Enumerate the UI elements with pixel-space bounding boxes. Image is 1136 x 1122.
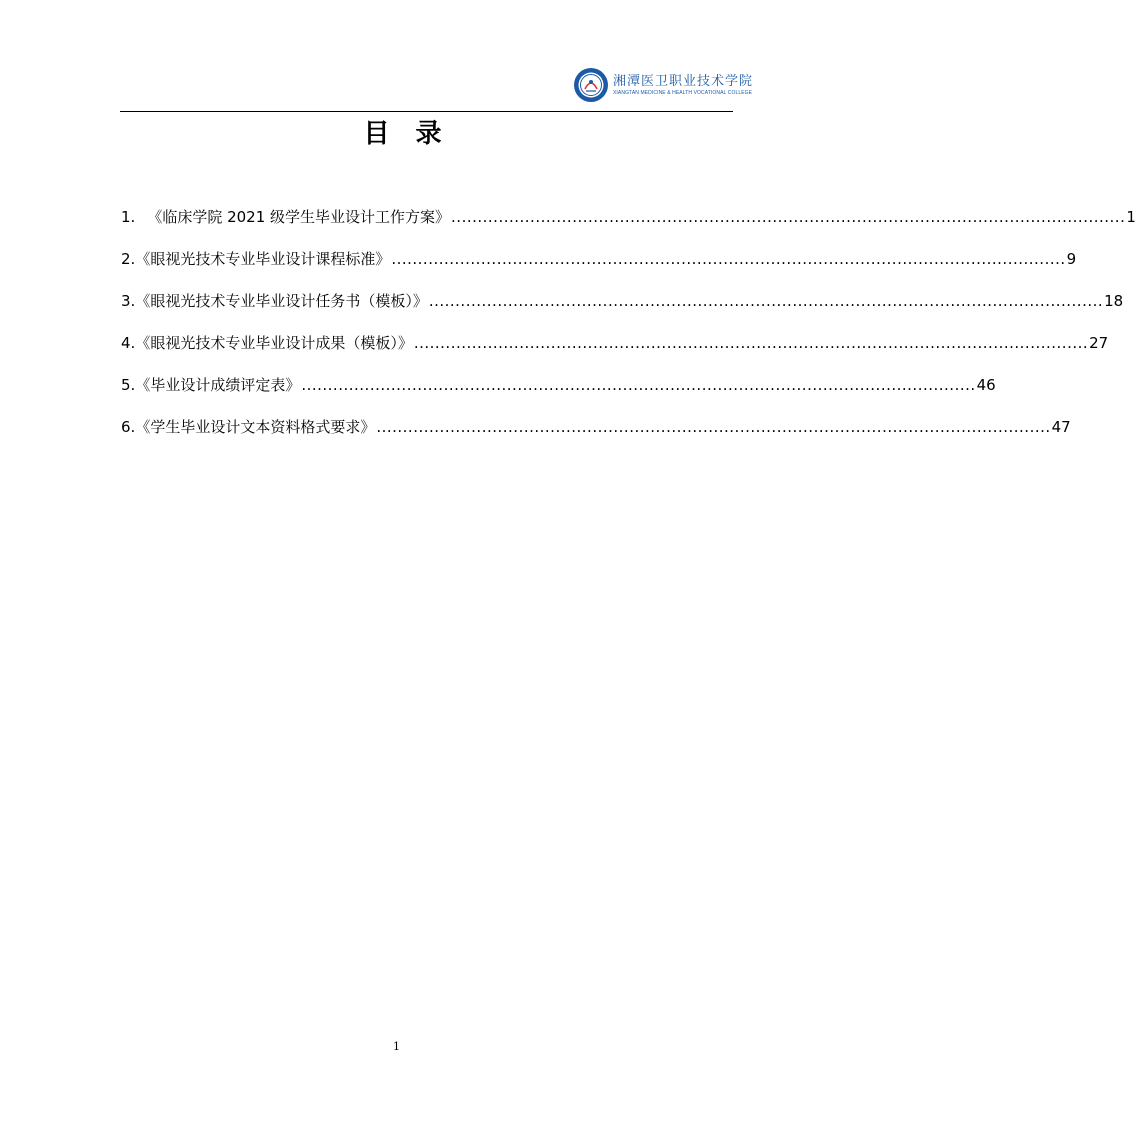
toc-entry-page: 46 [976, 376, 996, 394]
toc-entry-page: 9 [1066, 250, 1077, 268]
toc-entry[interactable] [121, 373, 996, 397]
toc-entry[interactable] [121, 247, 1077, 271]
toc-entry-page: 18 [1104, 292, 1124, 310]
toc-entry-num: 2. [121, 250, 136, 268]
page-number: 1 [393, 1040, 400, 1053]
toc-entry-page: 47 [1051, 418, 1071, 436]
toc-leader-dots: ................................................................................................................................ [428, 292, 1104, 310]
toc-entry-num: 5. [121, 376, 136, 394]
toc-leader-dots: ................................................................................................................................ [376, 418, 1051, 436]
toc-leader-dots: ................................................................................................................................ [301, 376, 976, 394]
college-seal-icon [573, 67, 609, 103]
toc-entry-text: 《学生毕业设计文本资料格式要求》 [135, 418, 376, 436]
toc-leader-dots: ................................................................................................................................ [391, 250, 1066, 268]
college-logo [573, 66, 754, 104]
toc-entry[interactable] [121, 415, 1071, 439]
college-name-en: XIANGTAN MEDICINE & HEALTH VOCATIONAL COLLEGE [613, 89, 753, 96]
toc-entry[interactable] [121, 289, 1124, 313]
toc-leader-dots: ................................................................................................................................ [451, 208, 1126, 226]
toc-entry-page: 27 [1089, 334, 1109, 352]
toc-entry-num: 1. [121, 208, 136, 226]
toc-entry-text: 《眼视光技术专业毕业设计课程标准》 [135, 250, 391, 268]
toc-entry-text: 《临床学院 2021 级学生毕业设计工作方案》 [147, 208, 451, 226]
toc-title: 目录 [363, 119, 468, 149]
toc-entry-num: 6. [121, 418, 136, 436]
header-divider [120, 111, 733, 112]
toc-entry[interactable] [121, 205, 1136, 229]
college-name-cn: 湘潭医卫职业技术学院 [613, 73, 754, 89]
table-of-contents [121, 205, 1136, 457]
toc-entry-page: 1 [1126, 208, 1136, 226]
toc-entry[interactable] [121, 331, 1109, 355]
toc-leader-dots: ................................................................................................................................ [413, 334, 1089, 352]
toc-entry-num: 4. [121, 334, 136, 352]
toc-entry-text: 《眼视光技术专业毕业设计成果（模板）》 [135, 334, 413, 352]
toc-entry-text: 《毕业设计成绩评定表》 [135, 376, 301, 394]
toc-entry-num: 3. [121, 292, 136, 310]
toc-entry-text: 《眼视光技术专业毕业设计任务书（模板）》 [135, 292, 428, 310]
